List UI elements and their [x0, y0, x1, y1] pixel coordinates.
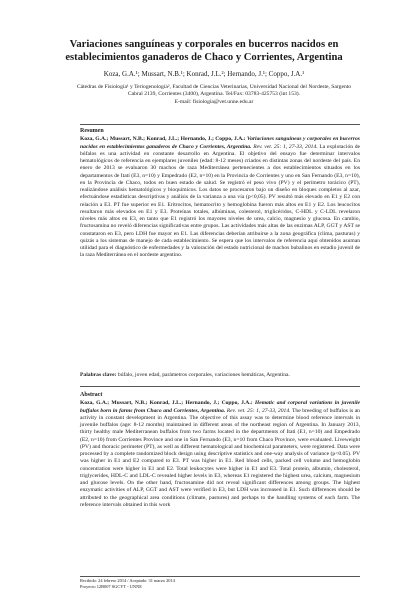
resumen-cite-ref: Rev. vet. 25: 1, 27-33, 2014.: [253, 143, 318, 150]
keywords-label: Palabras clave:: [80, 372, 117, 378]
keywords-line: [80, 372, 360, 379]
affiliation: [70, 84, 358, 106]
resumen-heading: Resumen: [80, 128, 104, 134]
keywords-text: búfalo, joven edad, parámetros corporales, variaciones hemáticas, Argentina.: [117, 372, 290, 378]
resumen-cite-authors: Koza, G.A.; Mussart, N.B.; Konrad, J.L.; Hernando, J.; Coppo, J.A.:: [80, 136, 246, 143]
footnotes: [80, 578, 360, 590]
affiliation-text: Cátedras de Fisiología¹ y Teriogenología², Facultad de Ciencias Veterinarias, Universidad Nacional del Nordeste, Sargento Cabral 2139, Corrientes (3400), Argentina. Tel/Fax: 03783-425753 (int 153).: [76, 84, 352, 98]
resumen-body: La explotación de búfalos es una actividad en constante desarrollo en Argentina. El objetivo del ensayo fue determinar intervalos hematológicos de referencia en ejemplares juveniles (edad: 8-12 meses) criados en distintas zonas del nordeste del país. En enero de 2013 se evaluaron 30 machos de raza Mediterránea pertenecientes a dos establecimientos situados en los departamentos de Itatí (E3, n=10) y Empedrado (E2, n=10) en la Provincia de Corrientes y uno en San Fernando (E3, n=10), en la Provincia de Chaco, todos en buen estado de salud. Se registró el peso vivo (PV) y el perímetro torácico (PT), realizándose análisis hematológicos y bioquímicos. Los datos se procesaron bajo un diseño en bloques completos al azar, efectuándose estadísticas descriptivas y análisis de la varianza a una vía (p<0,05). PV resultó más elevado en E1 y E2 con relación a E3. PT fue superior en E1. Eritrocitos, hematocrito y hemoglobina fueron más altos en E1 y E2. Los leucocitos resultaron más elevados en E1 y E3. Proteínas totales, albúminas, colesterol, triglicéridos, C-HDL y C-LDL revelaron niveles más altos en E3, en tanto que E1 registró los mayores niveles de urea, calcio, magnesio y glucosa. En cambio, fructosamina no reveló diferencias significativas entre grupos. Las actividades más altas de las enzimas ALP, GGT y AST se constataron en E3, pero LDH fue mayor en E1. Las diferencias deberían atribuirse a la zona geográfica (clima, pasturas) y quizás a los sistemas de manejo de cada establecimiento. Se espera que los intervalos de referencia aquí obtenidos asuman utilidad para el diagnóstico de enfermedades y la valoración del estado nutricional de machos bubalinos en estadio juvenil de la raza Mediterránea en el nordeste argentino.: [80, 143, 361, 259]
abstract-cite-title: Hematic and corporal variations in juvenile buffalos born in farms from Chaco and Corrientes, Argentina.: [80, 400, 360, 414]
footnote-divider: [80, 576, 360, 577]
paper-title: Variaciones sanguíneas y corporales en bucerros nacidos en establecimientos ganaderos de Chaco y Corrientes, Argentina: [65, 39, 343, 63]
header-divider: [80, 124, 360, 125]
resumen-cite-title: Variaciones sanguíneas y corporales en bucerros nacidos en establecimientos ganaderos de Chaco y Corrientes, Argentina.: [80, 136, 360, 150]
project-id: Proyecto 12B007 SGCYT - UNNE: [80, 584, 142, 589]
abstract-text: [80, 400, 360, 509]
abstract-cite-authors: Koza, G.A.; Mussart, N.B.; Konrad, J.L.; Hernando, J.; Coppo, J.A.:: [80, 400, 253, 407]
abstract-heading: Abstract: [80, 392, 103, 398]
author-list: Koza, G.A.¹; Mussart, N.B.¹; Konrad, J.L.²; Hernando, J.¹; Coppo, J.A.¹: [103, 70, 305, 78]
abstract-cite-ref: Rev. vet. 25: 1, 27-33, 2014.: [226, 407, 291, 414]
keywords-divider: [80, 386, 360, 387]
resumen-section: [80, 128, 360, 260]
resumen-text: [80, 136, 360, 259]
email-line: E-mail: fisiologia@vet.unne.edu.ar: [174, 98, 254, 105]
received-date: Recibido: 24 febrero 2014 / Aceptado: 31 marzo 2014: [80, 578, 175, 583]
abstract-body: The breeding of buffalos is an activity in constant development in Argentina. The objective of this assay was to determine blood reference intervals in juvenile buffalos (age: 8-12 months) maintained in different areas of the northeast region of Argentina. In January 2013, thirty healthy male Mediterranean buffalos from two farms located in the departments of Itati (E1, n=10) and Empedrado (E2, n=10) from Corrientes Province and one in San Fernando (E3, n=10 from Chaco Province, were evaluated. Liveweight (PV) and thoracic perimeter (PT), as well as different hematological and biochemical parameters, were registered. Data were processed by a complete randomized block design using descriptive statistics and one-way analysis of variance (p<0.05). PV was higher in E1 and E2 compared to E3. PT was higher in E1. Red blood cells, packed cell volume and hemoglobin concentration were higher in E1 and E2. Total leukocytes were higher in E1 and E3. Total protein, albumin, cholesterol, triglycerides, HDL-C and LDL-C revealed higher levels in E3, whereas E1 registered the highest urea, calcium, magnesium and glucose levels. On the other hand, fructosamine did not reveal significant differences among groups. The highest enzymatic activities of ALP, GGT and AST were verified in E3, but LDH was increased in E1. Such differences should be attributed to the geographical area conditions (climate, pastures) and perhaps to the handling systems of each farm. The reference intervals obtained in this work: [80, 407, 360, 508]
abstract-section: [80, 392, 360, 509]
